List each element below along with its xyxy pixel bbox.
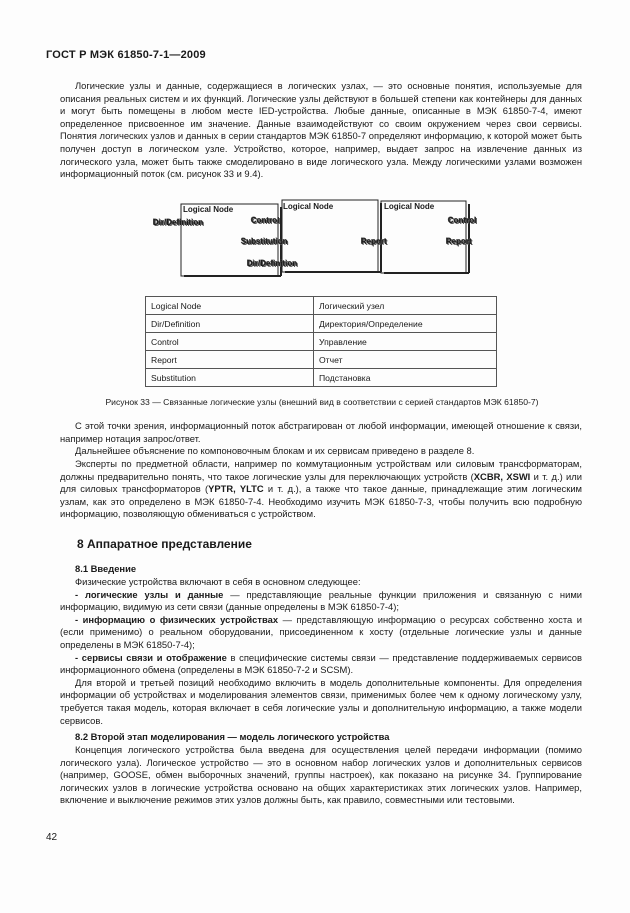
page-number: 42 bbox=[46, 832, 58, 843]
legend-ru: Логический узел bbox=[314, 297, 497, 315]
legend-ru: Отчет bbox=[314, 351, 497, 369]
legend-en: Logical Node bbox=[146, 297, 314, 315]
s82-text: Концепция логического устройства была введена для осуществления целей передачи информации (помимо логического узла). Логическое устройство — это в основном набор логических узлов и дополнительных сервисов (например, GOOSE, обмен выборочных значений, группы настроек), как показано на рисунке 34. Группирование логических узлов в логические устройства основано на общих характеристиках этих логических узлов. Например, включение и выключение режимов этих узлов должны быть, как правило, совместными или тестовыми. bbox=[60, 744, 582, 806]
s81-item-1-text: — представляющие реальные функции приложения и связанную с ними информацию, видимую из сети связи (данные определены в МЭК 61850-7-4); bbox=[60, 588, 582, 613]
s81-item-1 bbox=[60, 589, 582, 614]
s81-item-2-text: — представляющую информацию о ресурсах собственно хоста и (если применимо) о реальном оборудовании, присоединенном к хосту (отдельные логические узлы и данные определены в МЭК 61850-7-4); bbox=[60, 613, 582, 650]
body-p3-c: и т. д.) или для силовых трансформаторов ( bbox=[60, 470, 583, 495]
control-label-3: Control bbox=[448, 216, 477, 225]
body-p1: С этой точки зрения, информационный поток абстрагирован от любой информации, имеющей отношение к связи, например нотация запрос/ответ. bbox=[60, 420, 582, 444]
s81-item-2 bbox=[60, 614, 582, 652]
body-p3-bold-1: XCBR, XSWI bbox=[473, 470, 531, 482]
report-label-3: Report bbox=[446, 237, 472, 246]
legend-en: Control bbox=[146, 333, 314, 351]
section-8-2-content bbox=[60, 744, 582, 807]
body-p3 bbox=[60, 458, 582, 521]
s81-tail: Для второй и третьей позиций необходимо включить в модель дополнительные компоненты. Для определения информации об устройствах и моделирования элементов связи, применимых более чем к одному логическому узлу, требуется такая модель, которая включает в себя логические узлы и дополнительную информацию, а также модели сервисов. bbox=[60, 676, 582, 726]
s81-item-3 bbox=[60, 652, 582, 677]
legend-ru: Подстановка bbox=[314, 369, 497, 387]
section-8-2-title: 8.2 Второй этап моделирования — модель логического устройства bbox=[75, 731, 390, 742]
section-8-title: 8 Аппаратное представление bbox=[77, 537, 252, 551]
body-p3-bold-2: YPTR, YLTC bbox=[208, 483, 264, 495]
body-p2: Дальнейшее объяснение по компоновочным блокам и их сервисам приведено в разделе 8. bbox=[75, 445, 475, 456]
section-8-1-title: 8.1 Введение bbox=[75, 563, 137, 574]
intro-paragraph bbox=[60, 80, 582, 181]
table-row bbox=[146, 333, 497, 351]
body-paragraph-3 bbox=[60, 458, 582, 521]
s81-item-1-bold: - логические узлы и данные bbox=[75, 588, 224, 600]
substitution-label: Substitution bbox=[241, 237, 288, 246]
dir-definition-label: Dir/Definition bbox=[153, 218, 204, 227]
table-row bbox=[146, 315, 497, 333]
legend-en: Report bbox=[146, 351, 314, 369]
section-8-1-content bbox=[60, 576, 582, 727]
node2-title: Logical Node bbox=[283, 202, 334, 211]
legend-ru: Директория/Определение bbox=[314, 315, 497, 333]
body-p3-d: и т. д.), а также что такое данные, принадлежащие этим логическим узлам, как это определено в МЭК 61850-7-4. Необходимо изучить МЭК 61850-7-3, чтобы получить всю подробную информацию, позволяющую обмениваться с устройством. bbox=[60, 483, 583, 520]
s81-item-2-bold: - информацию о физических устройствах bbox=[75, 613, 279, 625]
legend-en: Dir/Definition bbox=[146, 315, 314, 333]
table-row bbox=[146, 297, 497, 315]
table-row bbox=[146, 369, 497, 387]
body-paragraph-1 bbox=[60, 420, 582, 445]
s81-item-3-text: в специфические системы связи — представление поддерживаемых сервисов информационного обмена (определены в МЭК 61850-7-2 и SCSM). bbox=[60, 651, 582, 676]
s81-item-3-bold: - сервисы связи и отображение bbox=[75, 651, 227, 663]
report-label: Report bbox=[361, 237, 387, 246]
legend-en: Substitution bbox=[146, 369, 314, 387]
intro-text: Логические узлы и данные, содержащиеся в логических узлах, — это основные понятия, используемые для описания реальных систем и их функций. Логические узлы действуют в большей степени как контейнеры для данных и могут быть помещены в любом месте IED-устройства. Любые данные, описанные в МЭК 61850-7-4, имеют определенное присвоенное им значение. Данные взаимодействуют со своим окружением через свои сервисы. Понятия логических узлов и данных в серии стандартов МЭК 61850-7 определяют информацию, к которой может быть получен доступ в логическом узле. Устройство, которое, например, выдает запрос на извлечение данных из логического узла, может быть также смоделировано в виде логического узла. Между логическими узлами возможен информационный поток (см. рисунок 33 и 9.4). bbox=[60, 80, 582, 180]
logical-nodes-diagram bbox=[150, 196, 490, 288]
legend-table bbox=[145, 296, 497, 387]
figure-caption: Рисунок 33 — Связанные логические узлы (внешний вид в соответствии с серией стандартов МЭК 61850-7) bbox=[105, 397, 539, 407]
body-paragraph-2 bbox=[60, 445, 582, 458]
node1-title: Logical Node bbox=[183, 205, 234, 214]
control-label: Control bbox=[251, 216, 280, 225]
node3-title: Logical Node bbox=[384, 202, 435, 211]
dir-definition-label-2: Dir/Definition bbox=[247, 259, 298, 268]
legend-ru: Управление bbox=[314, 333, 497, 351]
document-header: ГОСТ Р МЭК 61850-7-1—2009 bbox=[46, 49, 206, 61]
table-row bbox=[146, 351, 497, 369]
s81-lead: Физические устройства включают в себя в основном следующее: bbox=[75, 576, 361, 587]
body-p3-a: Эксперты по предметной области, например по коммутационным устройствам или силовым трансформаторам, должны предварительно понять, что такое логические узлы для переключающих устройств ( bbox=[60, 458, 582, 482]
